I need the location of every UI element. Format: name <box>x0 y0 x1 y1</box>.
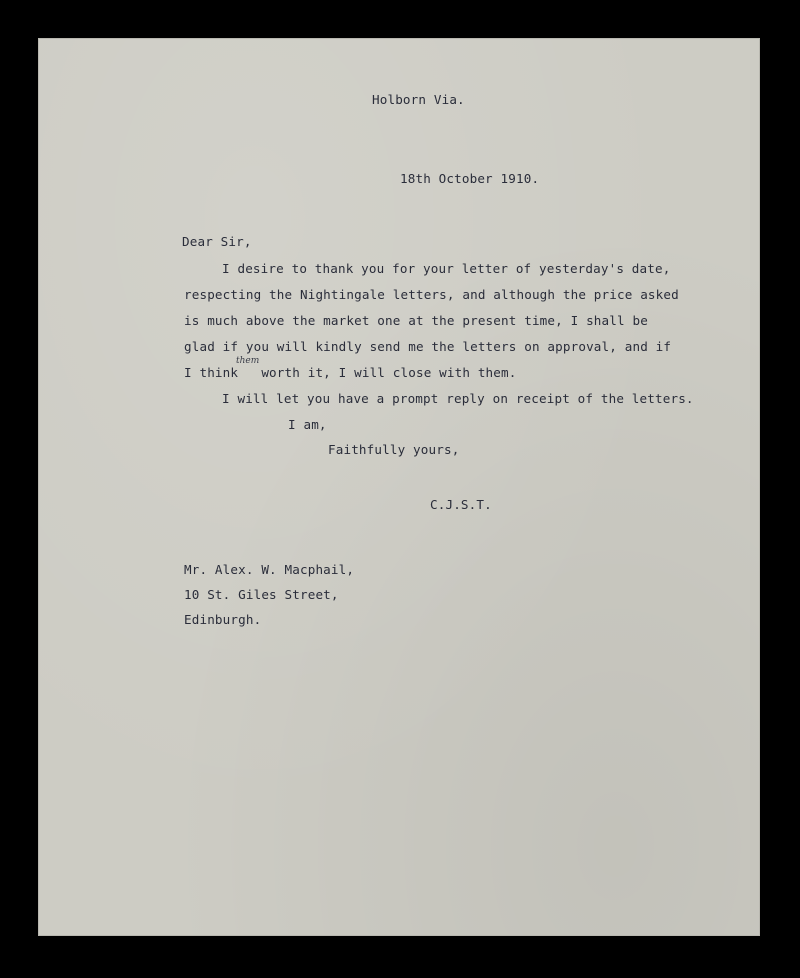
address-line: 10 St. Giles Street, <box>184 587 339 602</box>
letter-date: 18th October 1910. <box>400 171 540 186</box>
body-line: respecting the Nightingale letters, and although the price asked <box>184 287 679 302</box>
closing-i-am: I am, <box>288 417 327 432</box>
sender-initials: C.J.S.T. <box>430 497 492 512</box>
body-line: glad if you will kindly send me the letters on approval, and if <box>184 339 672 354</box>
letterhead-heading: Holborn Via. <box>372 92 465 107</box>
handwritten-insertion: them <box>236 356 260 366</box>
body-line: is much above the market one at the present time, I shall be <box>184 313 648 328</box>
body-line: I desire to thank you for your letter of yesterday's date, <box>222 261 671 276</box>
address-line: Mr. Alex. W. Macphail, <box>184 562 355 577</box>
salutation: Dear Sir, <box>182 234 252 249</box>
address-line: Edinburgh. <box>184 612 262 627</box>
body-line: I think worth it, I will close with them. <box>184 365 517 380</box>
letter-page <box>38 38 760 936</box>
closing-faithfully: Faithfully yours, <box>328 442 460 457</box>
body-line: I will let you have a prompt reply on receipt of the letters. <box>222 391 694 406</box>
